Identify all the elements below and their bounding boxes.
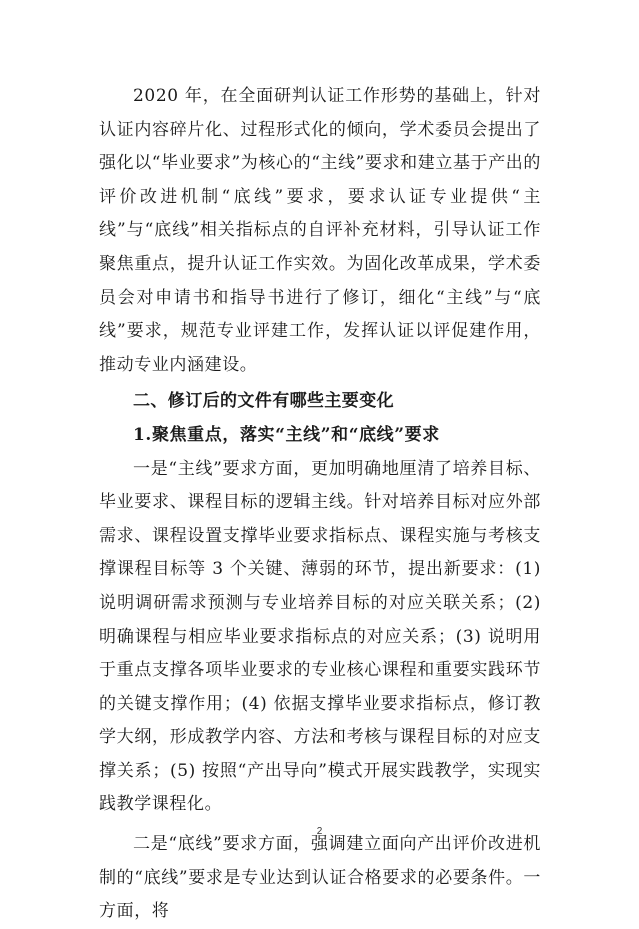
section-heading: 二、修订后的文件有哪些主要变化 bbox=[133, 391, 394, 412]
page-content bbox=[99, 80, 541, 929]
paragraph-main-line: 一是“主线”要求方面，更加明确地厘清了培养目标、毕业要求、课程目标的逻辑主线。针对培养目标对应外部需求、课程设置支撑毕业要求指标点、课程实施与考核支撑课程目标等 3 个关键、薄弱的环节，提出新要求：(1) 说明调研需求预测与专业培养目标的对应关联关系；(2) 明确课程与相应毕业要求指标点的对应关系；(3) 说明用于重点支撑各项毕业要求的专业核心课程和重要实践环节的关键支撑作用；(4) 依据支撑毕业要求指标点，修订教学大纲，形成教学内容、方法和考核与课程目标的对应支撑关系；(5) 按照“产出导向”模式开展实践教学，实现实践教学课程化。 bbox=[99, 458, 541, 815]
paragraph-bottom-line: 二是“底线”要求方面，强调建立面向产出评价改进机制的“底线”要求是专业达到认证合格要求的必要条件。一方面，将 bbox=[99, 834, 541, 922]
page-number: 2 bbox=[316, 826, 323, 837]
paragraph-background: 2020 年，在全面研判认证工作形势的基础上，针对认证内容碎片化、过程形式化的倾向，学术委员会提出了强化以“毕业要求”为核心的“主线”要求和建立基于产出的评价改进机制“底线”要求，要求认证专业提供“主线”与“底线”相关指标点的自评补充材料，引导认证工作聚焦重点，提升认证工作实效。为固化改革成果，学术委员会对申请书和指导书进行了修订，细化“主线”与“底线”要求，规范专业评建工作，发挥认证以评促建作用，推动专业内涵建设。 bbox=[99, 86, 541, 375]
subsection-heading: 1.聚焦重点，落实“主线”和“底线”要求 bbox=[133, 424, 440, 445]
